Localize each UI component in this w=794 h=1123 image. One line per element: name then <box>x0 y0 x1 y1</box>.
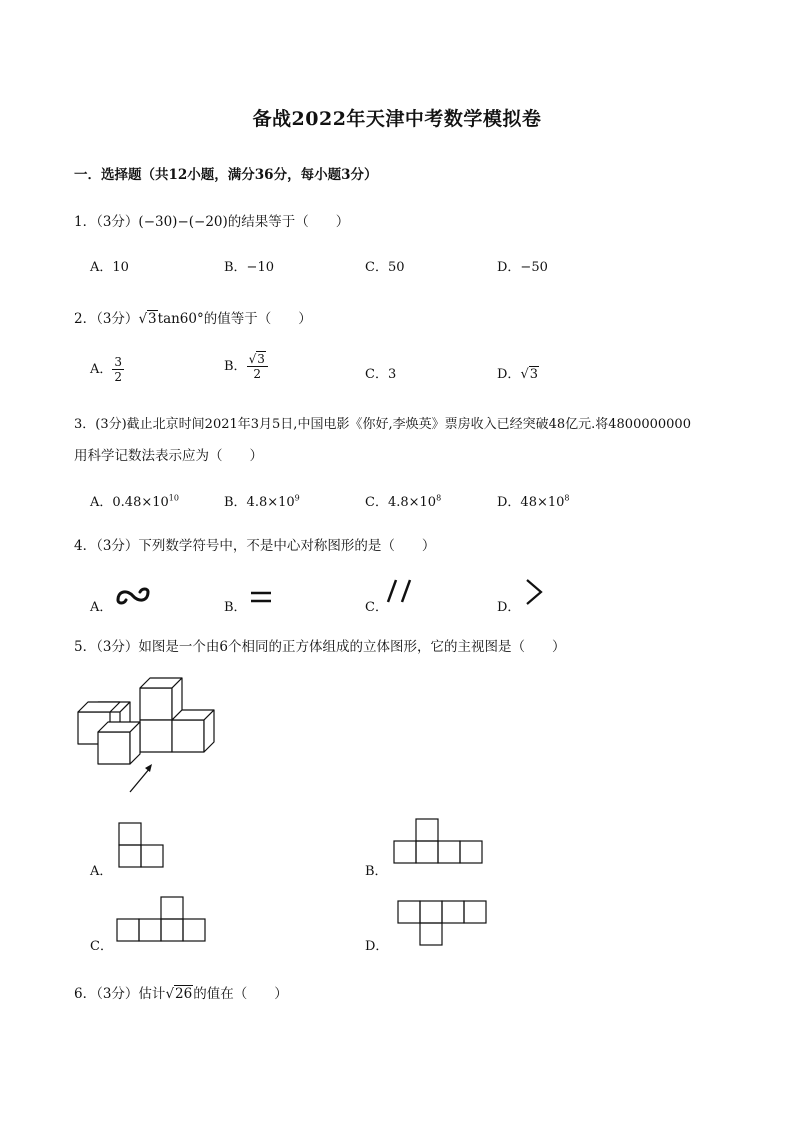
q5-option-c: C． <box>90 939 113 954</box>
question-1-stem: 1．（3分）(−30)−(−20)的结果等于（ ） <box>74 214 350 230</box>
q2-option-c: C．3 <box>365 367 397 382</box>
q2-option-d: D．√3 <box>497 367 539 382</box>
greater-than-symbol-icon <box>524 578 544 606</box>
q3-option-b: B．$4.8\times 10^9$ <box>224 493 300 510</box>
parallel-symbol-icon <box>386 578 414 604</box>
similar-symbol-icon <box>114 586 152 606</box>
q1-option-d: D．−50 <box>497 260 548 275</box>
q2-option-b: B． $\frac{√3}{2}$ <box>224 352 268 381</box>
cube-stack-figure <box>70 676 220 798</box>
question-6-stem: 6．（3分）估计√26的值在（ ） <box>74 986 288 1002</box>
q3-option-d: D．$48\times 10^8$ <box>497 493 570 510</box>
front-view-a-figure <box>118 822 164 868</box>
page-title: 备战2022年天津中考数学模拟卷 <box>252 108 542 130</box>
q2-option-a: A． $\frac{3}{2}$ <box>90 355 123 384</box>
q2-number: 2．（3分） <box>74 311 139 327</box>
fraction: $\frac{√3}{2}$ <box>247 352 268 381</box>
q1-option-a: A．10 <box>90 260 129 275</box>
equals-symbol-icon <box>250 590 272 604</box>
fraction: $\frac{3}{2}$ <box>114 355 123 384</box>
q2-sqrt: √3 <box>138 311 157 327</box>
q4-option-b: B． <box>224 600 247 615</box>
q4-option-c: C． <box>365 600 388 615</box>
section-heading: 一．选择题（共12小题，满分36分，每小题3分） <box>74 167 378 183</box>
front-view-d-figure <box>397 900 487 946</box>
question-3-line-1: 3．(3分)截止北京时间2021年3月5日,中国电影《你好,李焕英》票房收入已经突破48亿元.将4800000000 <box>74 417 691 432</box>
front-view-b-figure <box>393 818 483 864</box>
q3-option-a: A．$0.48\times 10^{10}$ <box>90 493 179 510</box>
q4-option-a: A． <box>90 600 113 615</box>
question-3-line-2: 用科学记数法表示应为（ ） <box>74 448 263 464</box>
question-4-stem: 4．（3分）下列数学符号中，不是中心对称图形的是（ ） <box>74 538 436 554</box>
q1-option-c: C．50 <box>365 260 405 275</box>
question-5-stem: 5．（3分）如图是一个由6个相同的正方体组成的立体图形，它的主视图是（ ） <box>74 639 566 655</box>
q2-expr: tan60° <box>157 311 204 327</box>
q5-option-a: A． <box>90 864 113 879</box>
q1-option-b: B．−10 <box>224 260 274 275</box>
front-view-c-figure <box>116 896 206 942</box>
q3-option-c: C．$4.8\times 10^8$ <box>365 493 442 510</box>
q2-tail: 的值等于（ ） <box>203 311 312 327</box>
q5-option-b: B． <box>365 864 388 879</box>
q6-sqrt: √26 <box>165 986 193 1002</box>
q5-option-d: D． <box>365 939 389 954</box>
question-2-stem <box>74 307 312 327</box>
q4-option-d: D． <box>497 600 521 615</box>
